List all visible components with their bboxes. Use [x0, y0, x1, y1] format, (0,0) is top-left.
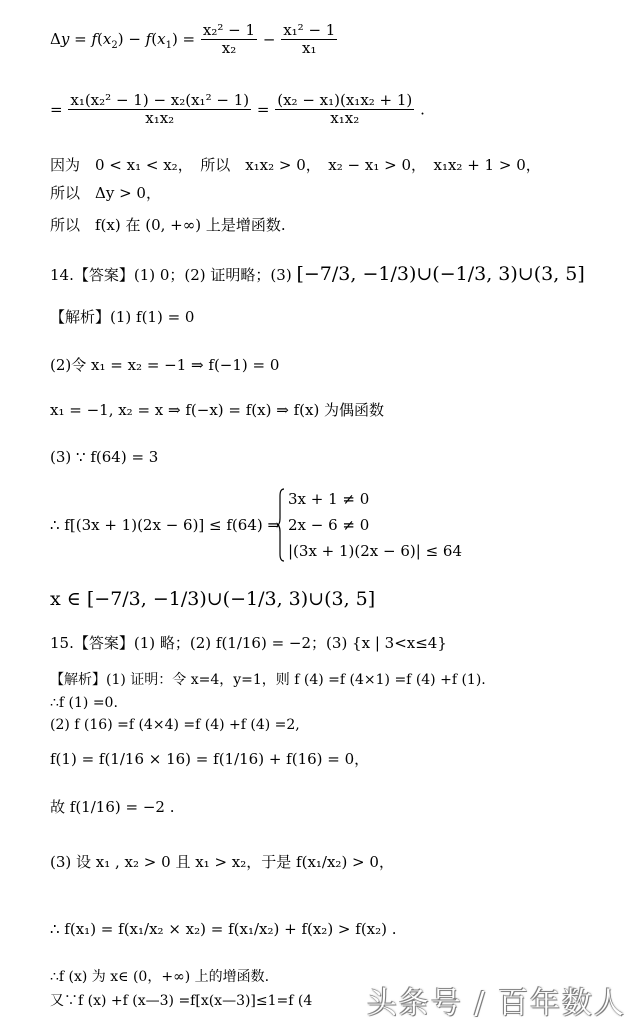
- system-row-3: |(3x + 1)(2x − 6)| ≤ 64: [288, 542, 463, 560]
- fraction-x1: $\frac{\text{x₁² − 1}}{\text{x₁}}$: [283, 21, 336, 58]
- q14-analysis-2: (2)令 x₁ = x₂ = −1 ⇒ f(−1) = 0: [50, 356, 280, 374]
- q15-analysis-9: 又∵f (x) +f (x—3) =f[x(x—3)]≤1=f (4: [50, 993, 313, 1009]
- delta-y-definition: $\Delta y = f(x_2) - f(x_1)$ = $\frac{\text{x₂² − 1}}{\text{x₂}}$ − $\frac{\text{x₁² − 1}}{\text{x₁}}$: [50, 21, 336, 58]
- q15-analysis-4: f(1) = f(1/16 × 16) = f(1/16) + f(16) = 0，: [50, 750, 370, 768]
- q15-analysis-1: 【解析】(1) 证明：令 x=4，y=1，则 f (4) =f (4×1) =f (4) +f (1).: [50, 672, 486, 688]
- reason-line: 因为 0 < x₁ < x₂， 所以 x₁x₂ > 0， x₂ − x₁ > 0， x₁x₂ + 1 > 0，: [50, 156, 541, 174]
- conclusion-delta: 所以 Δy > 0，: [50, 184, 161, 202]
- q14-analysis-5: ∴ f[(3x + 1)(2x − 6)] ≤ f(64) ⇒: [50, 516, 281, 534]
- q14-analysis-4: (3) ∵ f(64) = 3: [50, 448, 159, 466]
- fraction-x2: $\frac{\text{x₂² − 1}}{\text{x₂}}$: [202, 21, 256, 58]
- q14-interval-answer: [−7/3, −1/3)∪(−1/3, 3)∪(3, 5]: [296, 263, 585, 285]
- q15-analysis-3: (2) f (16) =f (4×4) =f (4) +f (4) =2,: [50, 717, 300, 733]
- q15-analysis-2: ∴f (1) =0.: [50, 695, 118, 711]
- system-row-1: 3x + 1 ≠ 0: [288, 490, 370, 508]
- delta-y-simplified: = $\frac{\text{x₁(x₂² − 1) − x₂(x₁² − 1)}}{\text{x₁x₂}}$ = $\frac{\text{(x₂ − x₁)(x₁x₂ + 1)}}{\text{x₁x₂}}$ .: [50, 91, 425, 128]
- q14-final-interval: x ∈ [−7/3, −1/3)∪(−1/3, 3)∪(3, 5]: [50, 588, 376, 610]
- q14-analysis-3: x₁ = −1, x₂ = x ⇒ f(−x) = f(x) ⇒ f(x) 为偶函数: [50, 401, 385, 419]
- q15-analysis-8: ∴f (x) 为 x∈ (0，+∞) 上的增函数.: [50, 969, 270, 985]
- q15-answer-heading: 15.【答案】(1) 略；(2) f(1/16) = −2；(3) {x | 3<x≤4}: [50, 634, 447, 652]
- fraction-factored: $\frac{\text{(x₂ − x₁)(x₁x₂ + 1)}}{\text{x₁x₂}}$: [277, 91, 413, 128]
- q14-answer-heading: 14.【答案】(1) 0；(2) 证明略；(3) [−7/3, −1/3)∪(−1/3, 3)∪(3, 5]: [50, 263, 585, 285]
- q15-analysis-6: (3) 设 x₁ , x₂ > 0 且 x₁ > x₂，于是 f(x₁/x₂) > 0，: [50, 853, 394, 871]
- watermark: 头条号 / 百年数人: [366, 986, 626, 1021]
- q15-analysis-7: ∴ f(x₁) = f(x₁/x₂ × x₂) = f(x₁/x₂) + f(x₂) > f(x₂) .: [50, 920, 397, 938]
- q14-analysis-1: 【解析】(1) f(1) = 0: [50, 308, 195, 326]
- q15-analysis-5: 故 f(1/16) = −2 .: [50, 798, 175, 816]
- fraction-expanded: $\frac{\text{x₁(x₂² − 1) − x₂(x₁² − 1)}}{\text{x₁x₂}}$: [70, 91, 250, 128]
- conclusion-increasing: 所以 f(x) 在 (0, +∞) 上是增函数.: [50, 216, 286, 234]
- system-row-2: 2x − 6 ≠ 0: [288, 516, 370, 534]
- left-brace-icon: [277, 488, 285, 562]
